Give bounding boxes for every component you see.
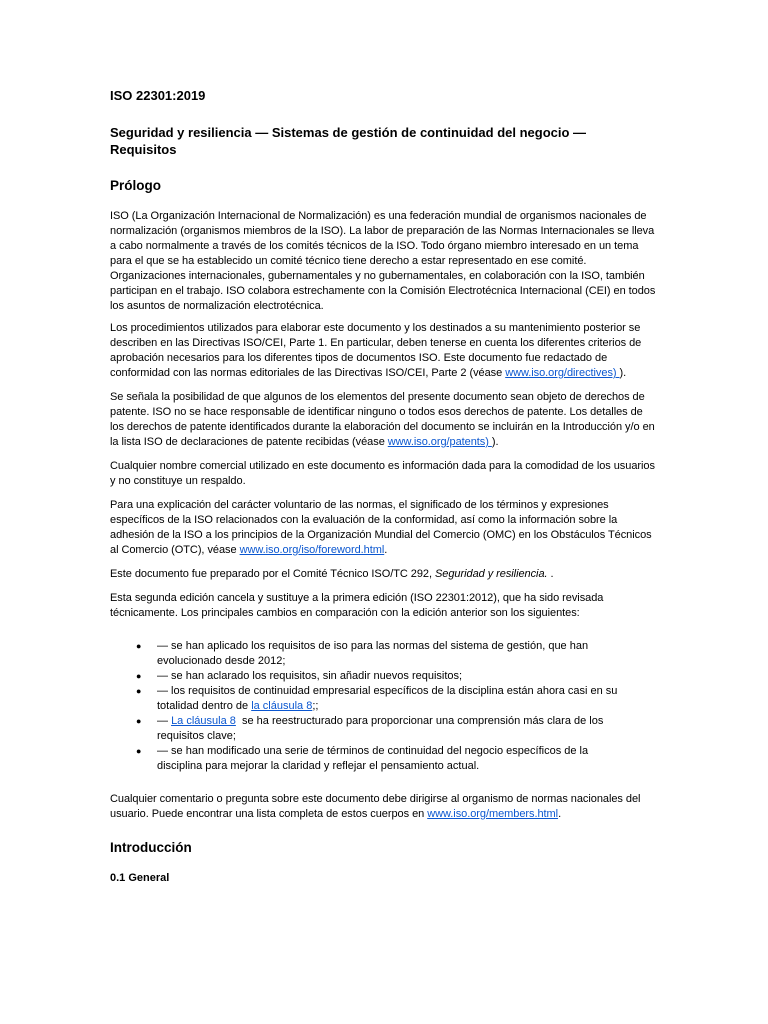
paragraph-text: Los procedimientos utilizados para elaborar este documento y los destinados a su mantenimiento posterior se describen en las Directivas ISO/CEI, Parte 1. En particular, deben tenerse en cuenta los diferentes criterios de aprobación necesarios para los diferentes tipos de documentos ISO. Este documento fue redactado de conformidad con las normas editoriales de las Directivas ISO/CEI, Parte 2 (véase bbox=[110, 322, 642, 379]
members-link[interactable]: www.iso.org/members.html bbox=[427, 808, 559, 820]
prologue-paragraph-6 bbox=[110, 567, 658, 582]
committee-name: Seguridad y resiliencia. bbox=[435, 568, 548, 580]
paragraph-text: . bbox=[547, 568, 554, 580]
prologue-paragraph-7: Esta segunda edición cancela y sustituye a la primera edición (ISO 22301:2012), que ha sido revisada técnicamente. Los principales cambios en comparación con la edición anterior son los siguientes: bbox=[110, 592, 604, 619]
list-item-text: — se han aclarado los requisitos, sin añadir nuevos requisitos; bbox=[157, 670, 463, 682]
paragraph-text: Para una explicación del carácter voluntario de las normas, el significado de los términos y expresiones específicos de la ISO relacionados con la evaluación de la conformidad, así como la información sobre la adhesión de la ISO a los principios de la Organización Mundial del Comercio (OMC) en los Obstáculos Técnicos al Comercio (OTC), véase bbox=[110, 499, 652, 556]
prologue-paragraph-1: ISO (La Organización Internacional de Normalización) es una federación mundial de organismos nacionales de normalización (organismos miembros de la ISO). La labor de preparación de las Normas Internacionales se lleva a cabo normalmente a través de los comités técnicos de la ISO. Todo órgano miembro interesado en un tema para el que se ha establecido un comité técnico tiene derecho a estar representado en ese comité. Organizaciones internacionales, gubernamentales y no gubernamentales, en colaboración con la ISO, también participan en el trabajo. ISO colabora estrechamente con la Comisión Electrotécnica Internacional (CEI) en todos los asuntos de normalización electrotécnica. bbox=[110, 210, 656, 312]
list-item-text: — se han aplicado los requisitos de iso para las normas del sistema de gestión, que han evolucionado desde 2012; bbox=[157, 640, 589, 667]
patents-link[interactable]: www.iso.org/patents) bbox=[387, 436, 492, 448]
paragraph-text: . bbox=[384, 544, 388, 556]
clause-8-link[interactable]: la cláusula 8 bbox=[251, 700, 313, 712]
general-section-heading: 0.1 General bbox=[110, 872, 170, 884]
list-item-text: — los requisitos de continuidad empresarial específicos de la disciplina están ahora casi en su totalidad dentro de bbox=[157, 685, 618, 712]
prologue-paragraph-2 bbox=[110, 321, 658, 381]
changes-list bbox=[110, 639, 658, 774]
prologue-heading: Prólogo bbox=[110, 178, 161, 193]
document-title: Seguridad y resiliencia — Sistemas de gestión de continuidad del negocio — Requisitos bbox=[110, 125, 587, 157]
list-item bbox=[136, 639, 635, 669]
paragraph-text: Se señala la posibilidad de que algunos de los elementos del presente documento sean objeto de derechos de patente. ISO no se hace responsable de identificar ninguno o todos esos derechos de patente. Los detalles de los derechos de patente identificados durante la elaboración del documento se incluirán en la Introducción y/o en la lista ISO de declaraciones de patente recibidas (véase bbox=[110, 391, 655, 448]
directives-link[interactable]: www.iso.org/directives) bbox=[505, 367, 620, 379]
prologue-paragraph-5 bbox=[110, 498, 658, 558]
list-item-text: ;; bbox=[312, 700, 319, 712]
list-item bbox=[136, 714, 635, 744]
list-item bbox=[136, 684, 635, 714]
list-item-text: — se han modificado una serie de términos de continuidad del negocio específicos de la disciplina para mejorar la claridad y reflejar el pensamiento actual. bbox=[157, 745, 589, 772]
prologue-paragraph-8 bbox=[110, 792, 658, 822]
list-item-text: — bbox=[157, 715, 172, 727]
paragraph-text: ). bbox=[491, 436, 499, 448]
bullet-icon: ● bbox=[136, 746, 142, 756]
paragraph-text: ). bbox=[619, 367, 627, 379]
list-item bbox=[136, 669, 635, 684]
document-id: ISO 22301:2019 bbox=[110, 88, 206, 103]
list-item bbox=[136, 744, 635, 774]
introduction-heading: Introducción bbox=[110, 840, 192, 855]
paragraph-text: Este documento fue preparado por el Comité Técnico ISO/TC 292, bbox=[110, 568, 435, 580]
prologue-paragraph-3 bbox=[110, 390, 658, 450]
list-item-text: se ha reestructurado para proporcionar una comprensión más clara de los requisitos clave; bbox=[157, 715, 607, 742]
bullet-icon: ● bbox=[136, 641, 142, 651]
paragraph-text: Cualquier comentario o pregunta sobre este documento debe dirigirse al organismo de normas nacionales del usuario. Puede encontrar una lista completa de estos cuerpos en bbox=[110, 793, 641, 820]
bullet-icon: ● bbox=[136, 686, 142, 696]
foreword-link[interactable]: www.iso.org/iso/foreword.html bbox=[239, 544, 385, 556]
bullet-icon: ● bbox=[136, 716, 142, 726]
prologue-paragraph-4: Cualquier nombre comercial utilizado en este documento es información dada para la comodidad de los usuarios y no constituye un respaldo. bbox=[110, 460, 655, 487]
clause-8-link[interactable]: La cláusula 8 bbox=[171, 715, 236, 727]
bullet-icon: ● bbox=[136, 671, 142, 681]
paragraph-text: . bbox=[558, 808, 562, 820]
